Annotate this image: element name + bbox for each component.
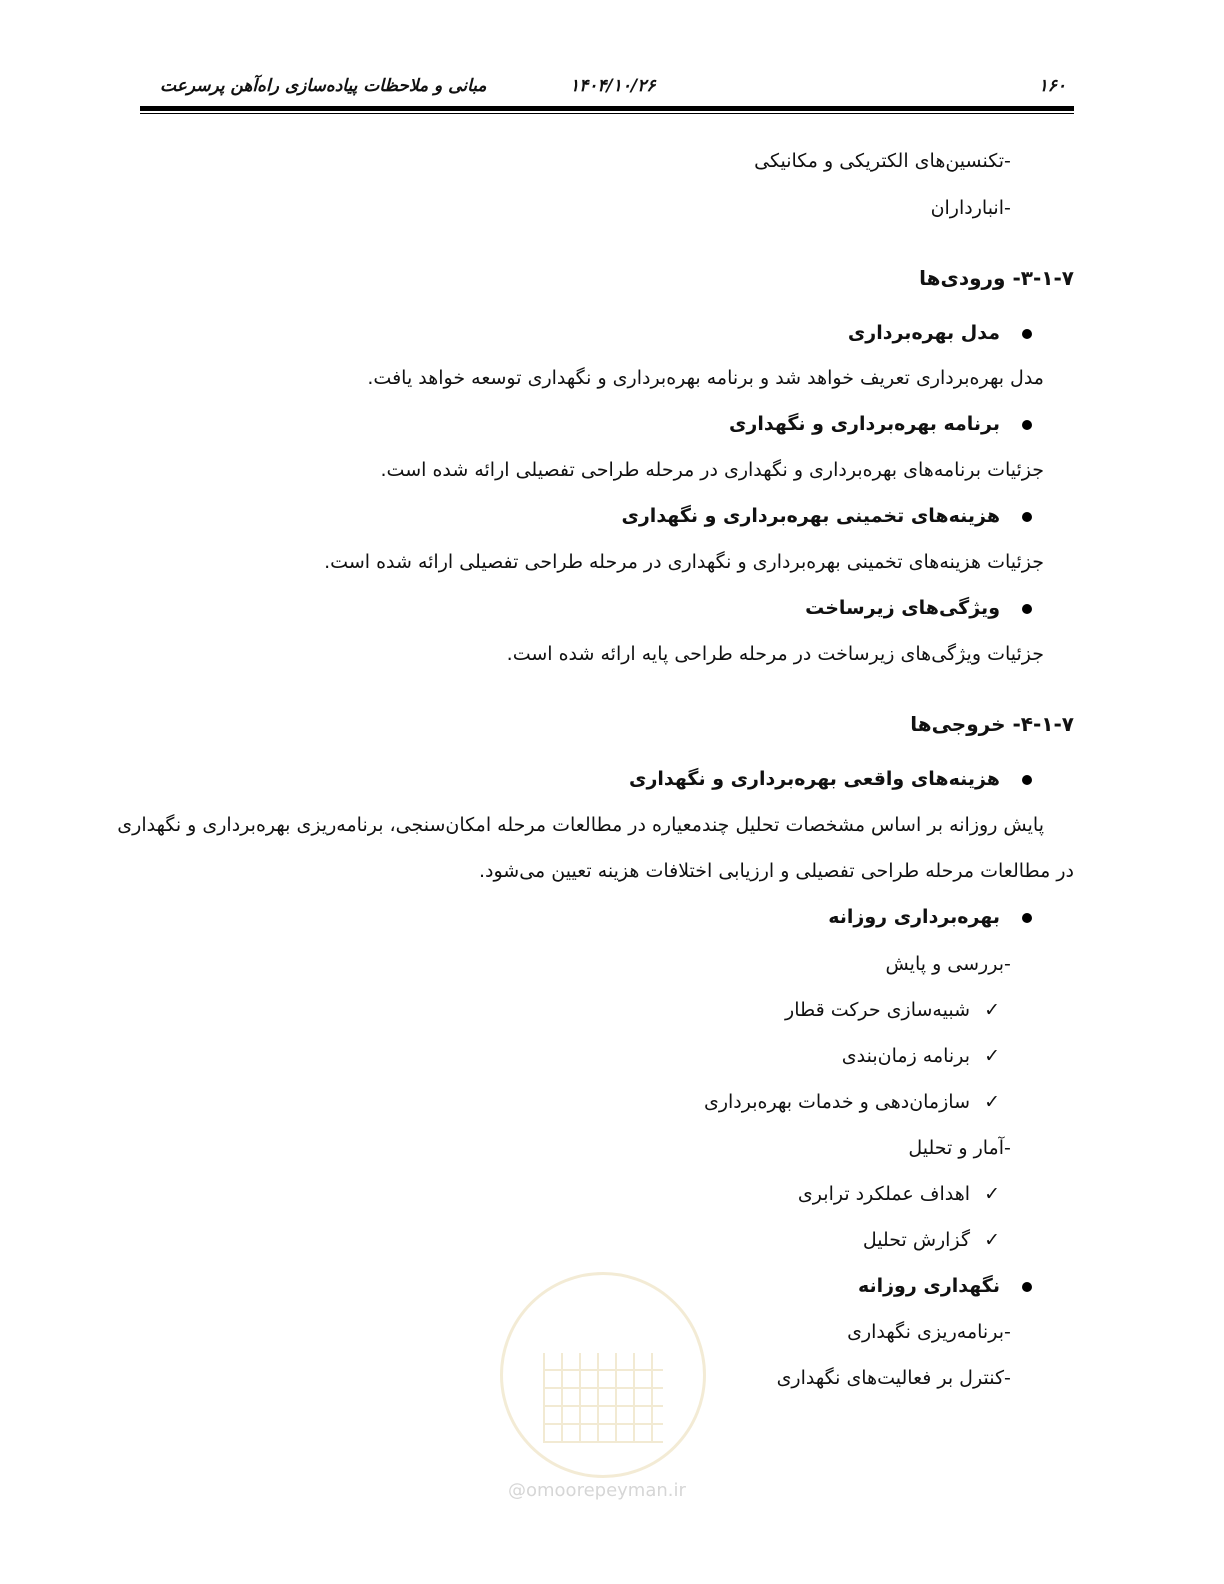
bullet-text: بهره‌برداری روزانه	[828, 906, 1000, 928]
list-item	[140, 1137, 1074, 1159]
check-item	[140, 1229, 1074, 1251]
list-item	[140, 197, 1074, 219]
dash-marker: -	[1004, 953, 1011, 975]
list-item-text: برنامه‌ریزی نگهداری	[847, 1321, 1004, 1343]
check-icon: ✓	[984, 1183, 1000, 1205]
check-item	[140, 1091, 1074, 1113]
dash-marker: -	[1004, 150, 1011, 172]
list-item	[140, 953, 1074, 975]
bullet-dot	[1022, 1282, 1032, 1292]
bullet-item	[140, 322, 1074, 344]
watermark-seal-grid	[543, 1353, 663, 1443]
bullet-dot	[1022, 775, 1032, 785]
check-item	[140, 999, 1074, 1021]
list-item-text: کنترل بر فعالیت‌های نگهداری	[776, 1367, 1004, 1389]
bullet-item	[140, 768, 1074, 790]
check-item-text: گزارش تحلیل	[862, 1229, 970, 1251]
check-item	[140, 1183, 1074, 1205]
bullet-text: مدل بهره‌برداری	[847, 322, 1000, 344]
header-title: مبانی و ملاحظات پیاده‌سازی راه‌آهن پرسرعت	[160, 76, 487, 96]
check-icon: ✓	[984, 1091, 1000, 1113]
dash-marker: -	[1004, 1137, 1011, 1159]
paragraph: مدل بهره‌برداری تعریف خواهد شد و برنامه بهره‌برداری و نگهداری توسعه خواهد یافت.	[367, 367, 1044, 389]
check-icon: ✓	[984, 1045, 1000, 1067]
check-item-text: برنامه زمان‌بندی	[841, 1045, 970, 1067]
check-item-text: اهداف عملکرد ترابری	[797, 1183, 970, 1205]
list-item-text: آمار و تحلیل	[908, 1137, 1004, 1159]
dash-marker: -	[1004, 1321, 1011, 1343]
bullet-dot	[1022, 913, 1032, 923]
bullet-dot	[1022, 420, 1032, 430]
bullet-text: هزینه‌های تخمینی بهره‌برداری و نگهداری	[621, 505, 1000, 527]
check-icon: ✓	[984, 999, 1000, 1021]
check-icon: ✓	[984, 1229, 1000, 1251]
bullet-text: برنامه بهره‌برداری و نگهداری	[728, 413, 1000, 435]
bullet-dot	[1022, 604, 1032, 614]
list-item-text: بررسی و پایش	[885, 953, 1004, 975]
paragraph: در مطالعات مرحله طراحی تفصیلی و ارزیابی اختلافات هزینه تعیین می‌شود.	[478, 860, 1074, 882]
watermark-seal	[500, 1272, 706, 1478]
paragraph: جزئیات برنامه‌های بهره‌برداری و نگهداری در مرحله طراحی تفصیلی ارائه شده است.	[380, 459, 1044, 481]
header-date: ۱۴۰۴/۱۰/۲۶	[570, 76, 656, 96]
check-item	[140, 1045, 1074, 1067]
list-item	[140, 150, 1074, 172]
watermark-site: @omoorepeyman.ir	[508, 1480, 686, 1501]
bullet-item	[140, 597, 1074, 619]
paragraph: جزئیات ویژگی‌های زیرساخت در مرحله طراحی پایه ارائه شده است.	[506, 643, 1044, 665]
page-number: ۱۶۰	[1038, 76, 1066, 96]
section-heading-outputs: ۴-۱-۷- خروجی‌ها	[910, 712, 1074, 736]
bullet-text: ویژگی‌های زیرساخت	[805, 597, 1000, 619]
bullet-dot	[1022, 512, 1032, 522]
paragraph: جزئیات هزینه‌های تخمینی بهره‌برداری و نگهداری در مرحله طراحی تفصیلی ارائه شده است.	[324, 551, 1044, 573]
bullet-text: نگهداری روزانه	[857, 1275, 1000, 1297]
dash-marker: -	[1004, 197, 1011, 219]
check-item-text: شبیه‌سازی حرکت قطار	[785, 999, 970, 1021]
section-heading-inputs: ۳-۱-۷- ورودی‌ها	[919, 266, 1074, 290]
list-item-text: تکنسین‌های الکتریکی و مکانیکی	[754, 150, 1004, 172]
paragraph: پایش روزانه بر اساس مشخصات تحلیل چندمعیاره در مطالعات مرحله امکان‌سنجی، برنامه‌ریزی بهره‌برداری و نگهداری	[117, 814, 1044, 836]
dash-marker: -	[1004, 1367, 1011, 1389]
list-item-text: انبارداران	[930, 197, 1004, 219]
bullet-item	[140, 906, 1074, 928]
bullet-item	[140, 413, 1074, 435]
check-item-text: سازمان‌دهی و خدمات بهره‌برداری	[703, 1091, 970, 1113]
bullet-text: هزینه‌های واقعی بهره‌برداری و نگهداری	[629, 768, 1000, 790]
bullet-dot	[1022, 329, 1032, 339]
bullet-item	[140, 505, 1074, 527]
